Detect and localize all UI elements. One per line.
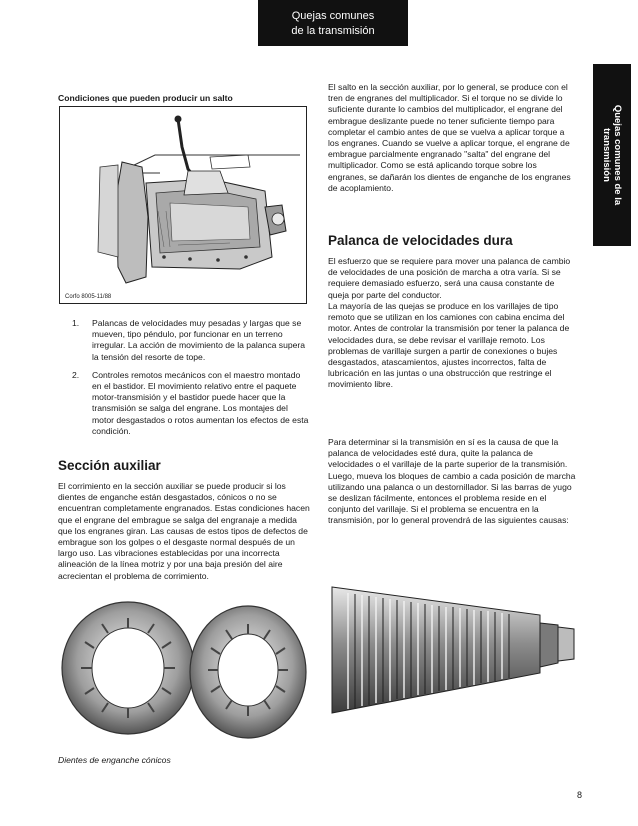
mainshaft-photo: [328, 563, 578, 763]
list-item-text: Palancas de velocidades muy pesadas y largas que se mueven, tipo péndulo, por funcionar en un terreno irregular. La acción de movimiento de la palanca supera la tensión del resorte de tope.: [92, 318, 306, 362]
aux-section-heading: Sección auxiliar: [58, 458, 161, 473]
aux-section-paragraph: El corrimiento en la sección auxiliar se puede producir si los dientes de enganche están desgastados, cónicos o no se encuentran completamente engranados. Estas condiciones hacen que el engrane del embrague se salga del engranaje a medida que los engranes giran. Las causas de estos tipos de defectos de embrague son los golpes o el desgaste normal después de un largo uso. Las vibraciones establecidas por una incorrecta alineación de la línea motriz y por una baja presión del aire acrecientan el problema de corrimiento.: [58, 481, 310, 581]
figure-credit: Corfo 8005-11/88: [65, 294, 112, 300]
side-tab-line-2: transmisión: [601, 128, 612, 182]
list-item-number: 1.: [72, 318, 80, 328]
hard-shift-paragraph-1: El esfuerzo que se requiere para mover una palanca de cambio de velocidades de una posición de marcha a otra varía. Si se requiere demasiado esfuerzo, será una causa constante de queja por parte del conductor.: [328, 256, 571, 300]
gear-rings-illustration: [58, 596, 310, 746]
page-number: 8: [577, 790, 583, 800]
hard-shift-paragraph-3: Para determinar si la transmisión en sí es la causa de que la palanca de velocidades esté dura, quite la palanca de velocidades o el varillaje de la parte superior de la transmisión. Luego, mueva los bloques de cambio a cada posición de marcha utilizando una palanca o un destornillador. Si las barras de yugo se deslizan fácilmente, entonces el problema reside en el conjunto del varillaje. Si el problema se encuentra en la transmisión, por lo general provendrá de las siguientes causas:: [328, 437, 576, 526]
side-tab-line-1: Quejas comunes de la: [612, 104, 623, 206]
hard-shift-heading: Palanca de velocidades dura: [328, 233, 513, 248]
header-line-1: Quejas comunes: [291, 10, 375, 22]
conditions-title: Condiciones que pueden producir un salto: [58, 93, 233, 103]
shaft-illustration: [328, 563, 578, 763]
list-item-number: 2.: [72, 369, 80, 380]
photo-caption: Dientes de enganche cónicos: [58, 755, 171, 765]
hard-shift-paragraph-2: La mayoría de las quejas se produce en los varillajes de tipo remoto que se utilizan en los camiones con cabina encima del motor. Antes de controlar la transmisión por tener la palanca de velocidades dura, se debe revisar el varillaje remoto. Los problemas de varillaje surgen a partir de conexiones o bujes desgastados, atascamientos, ajustes incorrectos, falta de lubricación en las juntas o una obstrucción que restringe el movimiento libre.: [328, 301, 570, 390]
side-tab: [593, 64, 631, 246]
header-line-2: de la transmisión: [291, 25, 375, 37]
tapered-teeth-photo: [58, 596, 310, 746]
aux-jump-paragraph: El salto en la sección auxiliar, por lo general, se produce con el tren de engranes del multiplicador. Si el torque no se divide lo suficiente durante lo cambios del multiplicador, el engrane del embrague deslizante puede no tener suficiente tiempo para completar el cambio antes de que se vuelva a aplicar torque a los engranes. Cuando se vuelve a aplicar torque, el engrane de embrague parcialmente engranado "salta" del engrane del multiplicador. Como se está aplicando torque sobre los engranes, se dañarán los dientes de enganche de los engranes de acoplamiento.: [328, 82, 571, 193]
side-tab-label: [601, 70, 623, 240]
transmission-figure: [59, 106, 307, 304]
list-item-text: Controles remotos mecánicos con el maestro montado en el bastidor. El movimiento relativo entre el paquete motor-transmisión y el bastidor puede hacer que la transmisión se salga del engrane. Los montajes del motor desgastados o rotos aumentan los efectos de esta condición.: [92, 369, 309, 436]
conditions-list: [58, 318, 310, 444]
transmission-illustration: [60, 107, 306, 303]
list-item: [58, 370, 310, 437]
header-banner: [258, 0, 408, 46]
list-item: [58, 318, 310, 363]
